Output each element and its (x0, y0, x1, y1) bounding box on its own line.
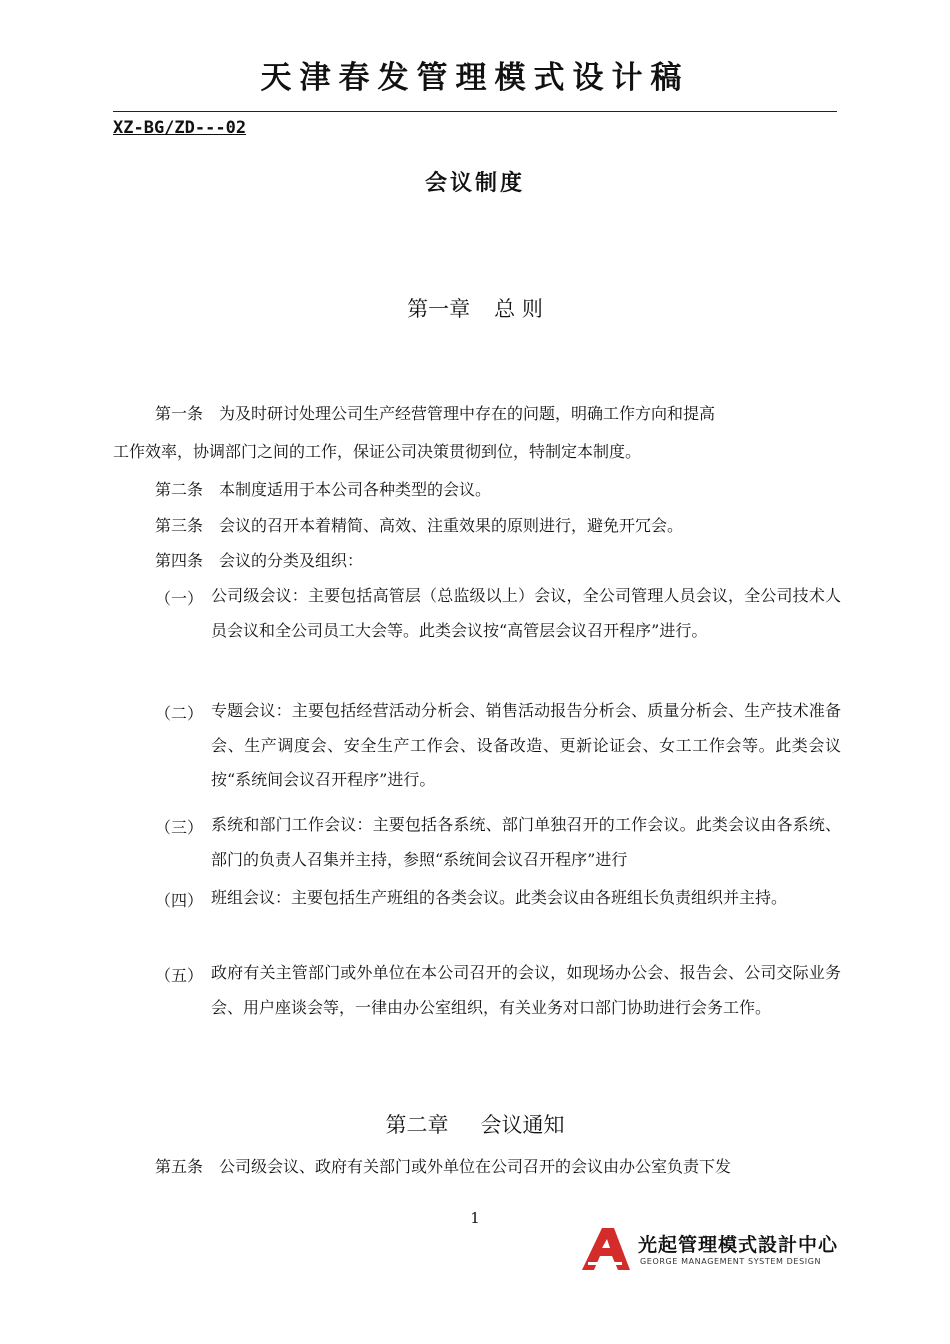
item-4-label: （四） (155, 891, 204, 910)
article-5-text: 公司级会议、政府有关部门或外单位在公司召开的会议由办公室负责下发 (219, 1157, 732, 1176)
item-2-label: （二） (155, 704, 204, 723)
article-2-text: 本制度适用于本公司各种类型的会议。 (219, 480, 492, 499)
item-1-label: （一） (155, 589, 204, 608)
chapter-1-name: 总 则 (494, 297, 543, 321)
article-2 (155, 477, 491, 500)
chapter-2-heading (0, 1109, 950, 1139)
chapter-1-heading (0, 293, 950, 323)
header-title: 天津春发管理模式设计稿 (260, 60, 690, 96)
article-1-text-line2: 工作效率，协调部门之间的工作，保证公司决策贯彻到位，特制定本制度。 (113, 442, 642, 461)
article-2-label: 第二条 (155, 480, 204, 499)
logo-mark-icon (578, 1226, 634, 1272)
item-5-text: 政府有关主管部门或外单位在本公司召开的会议，如现场办公会、报告会、公司交际业务会、用户座谈会等，一律由办公室组织，有关业务对口部门协助进行会务工作。 (211, 963, 841, 1017)
article-5-label: 第五条 (155, 1157, 204, 1176)
chapter-1-number: 第一章 (407, 297, 471, 321)
item-5-label: （五） (155, 966, 204, 985)
header-divider (113, 111, 837, 112)
document-title: 会议制度 (424, 171, 525, 196)
article-4 (155, 548, 363, 571)
chapter-2-name: 会议通知 (480, 1113, 565, 1137)
article-1 (155, 401, 715, 424)
article-4-label: 第四条 (155, 551, 204, 570)
item-1-text: 公司级会议：主要包括高管层（总监级以上）会议，全公司管理人员会议，全公司技术人员会议和全公司员工大会等。此类会议按“高管层会议召开程序”进行。 (211, 586, 841, 640)
item-4-text: 班组会议：主要包括生产班组的各类会议。此类会议由各班组长负责组织并主持。 (211, 888, 788, 907)
item-2-text: 专题会议：主要包括经营活动分析会、销售活动报告分析会、质量分析会、生产技术准备会、生产调度会、安全生产工作会、设备改造、更新论证会、女工工作会等。此类会议按“系统间会议召开程序”进行。 (211, 701, 841, 789)
article-3-label: 第三条 (155, 516, 204, 535)
article-3-text: 会议的召开本着精简、高效、注重效果的原则进行，避免开冗会。 (219, 516, 684, 535)
logo-english-text: GEORGE MANAGEMENT SYSTEM DESIGN (640, 1257, 822, 1266)
article-1-label: 第一条 (155, 404, 204, 423)
company-logo (578, 1226, 840, 1272)
logo-chinese-text: 光起管理模式設計中心 (638, 1234, 839, 1256)
item-3-label: （三） (155, 818, 204, 837)
chapter-2-number: 第二章 (385, 1113, 449, 1137)
item-3-text: 系统和部门工作会议：主要包括各系统、部门单独召开的工作会议。此类会议由各系统、部门的负责人召集并主持，参照“系统间会议召开程序”进行 (211, 815, 841, 869)
article-1-text-line1: 为及时研讨处理公司生产经营管理中存在的问题，明确工作方向和提高 (219, 404, 716, 423)
page-number: 1 (470, 1209, 480, 1227)
article-3 (155, 513, 683, 536)
article-5 (155, 1154, 731, 1177)
document-code: XZ-BG/ZD---02 (113, 118, 247, 138)
article-4-text: 会议的分类及组织： (219, 551, 364, 570)
